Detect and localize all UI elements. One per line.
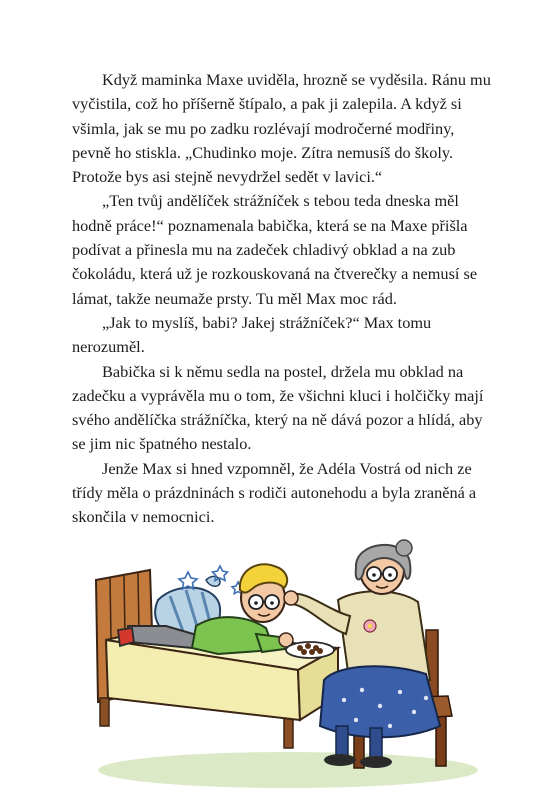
brooch-flower — [364, 620, 376, 632]
ground-shadow — [98, 752, 478, 788]
story-illustration — [88, 530, 478, 790]
paragraph-5: Jenže Max si hned vzpomněl, že Adéla Vostrá od nich ze třídy měla o prázdninách s rodiči autonehodu a byla zraněná a skončila v nemocnici. — [72, 458, 477, 527]
chocolate-plate — [286, 642, 334, 658]
bed-leg-left — [100, 698, 109, 726]
story-text — [72, 68, 497, 530]
bed-leg-right — [284, 718, 293, 748]
paragraph-4: Babička si k němu sedla na postel, držela mu obklad na zadečku a vyprávěla mu o tom, že všichni kluci i holčičky mají svého andělíčka strážníčka, který na ně dává pozor a hlídá, aby se jim nic špatného nestalo. — [72, 361, 484, 454]
paragraph-3: „Jak to myslíš, babi? Jakej strážníček?“ Max tomu nerozuměl. — [72, 312, 432, 357]
paragraph-1: Když maminka Maxe uviděla, hrozně se vyděsila. Ránu mu vyčistila, což ho příšerně štípalo, a pak ji zalepila. A když si všimla, jak se mu po zadku rozlévají modročerné modřiny, pevně ho stiskla. „Chudinko moje. Zítra nemusíš do školy. Protože bys asi stejně nevydržel sedět v lavici.“ — [72, 70, 491, 187]
paragraph-2: „Ten tvůj andělíček strážníček s tebou teda dneska měl hodně práce!“ poznamenala babička, která se na Maxe přišla podívat a přinesla mu na zadeček chladivý obklad a na zub čokoládu, která už je rozkouskovaná na čtverečky a nemusí se lámat, takže neumaže prsty. Tu měl Max moc rád. — [72, 191, 478, 308]
